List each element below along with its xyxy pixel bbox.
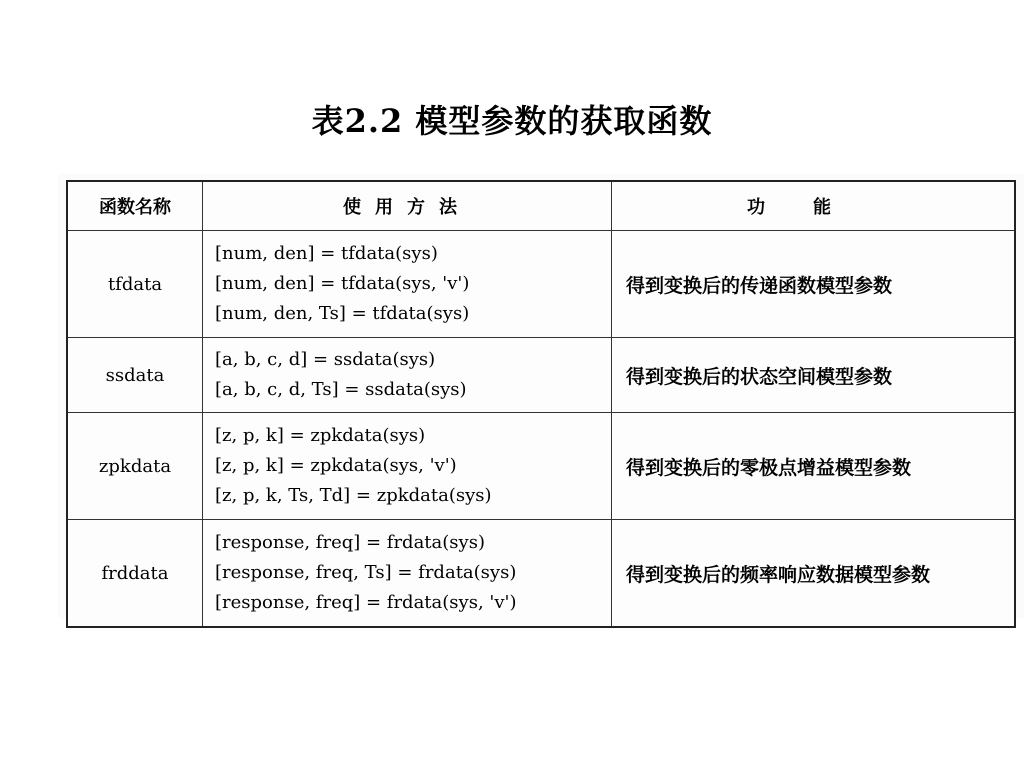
function-description-cell: 得到变换后的状态空间模型参数 [612,338,1016,413]
table-row-ssdata [67,338,1015,413]
table-row-zpkdata [67,413,1015,520]
usage-line: [z, p, k] = zpkdata(sys, 'v') [215,455,457,476]
table-header-row [67,181,1015,231]
usage-cell [203,338,612,413]
function-description-cell: 得到变换后的零极点增益模型参数 [612,413,1016,520]
function-name-cell: zpkdata [67,413,203,520]
usage-line: [response, freq] = frdata(sys) [215,532,485,553]
function-name-cell: tfdata [67,231,203,338]
header-name: 函数名称 [67,181,203,231]
table-image [58,174,1024,618]
usage-line: [response, freq] = frdata(sys, 'v') [215,592,517,613]
usage-cell [203,413,612,520]
usage-cell [203,231,612,338]
usage-line: [num, den] = tfdata(sys) [215,243,438,264]
function-name-cell: ssdata [67,338,203,413]
function-description-cell: 得到变换后的频率响应数据模型参数 [612,520,1016,628]
page-title: 表2.2 模型参数的获取函数 [311,102,713,140]
function-table [66,180,1016,628]
usage-cell [203,520,612,628]
table-row-tfdata [67,231,1015,338]
function-description-cell: 得到变换后的传递函数模型参数 [612,231,1016,338]
usage-line: [a, b, c, d, Ts] = ssdata(sys) [215,379,467,400]
usage-line: [z, p, k, Ts, Td] = zpkdata(sys) [215,485,492,506]
usage-line: [z, p, k] = zpkdata(sys) [215,425,426,446]
usage-line: [response, freq, Ts] = frdata(sys) [215,562,517,583]
header-function: 功能 [612,181,1016,231]
usage-line: [a, b, c, d] = ssdata(sys) [215,349,436,370]
usage-line: [num, den, Ts] = tfdata(sys) [215,303,470,324]
usage-line: [num, den] = tfdata(sys, 'v') [215,273,470,294]
function-name-cell: frddata [67,520,203,628]
table-row-frddata [67,520,1015,628]
header-usage: 使用方法 [203,181,612,231]
